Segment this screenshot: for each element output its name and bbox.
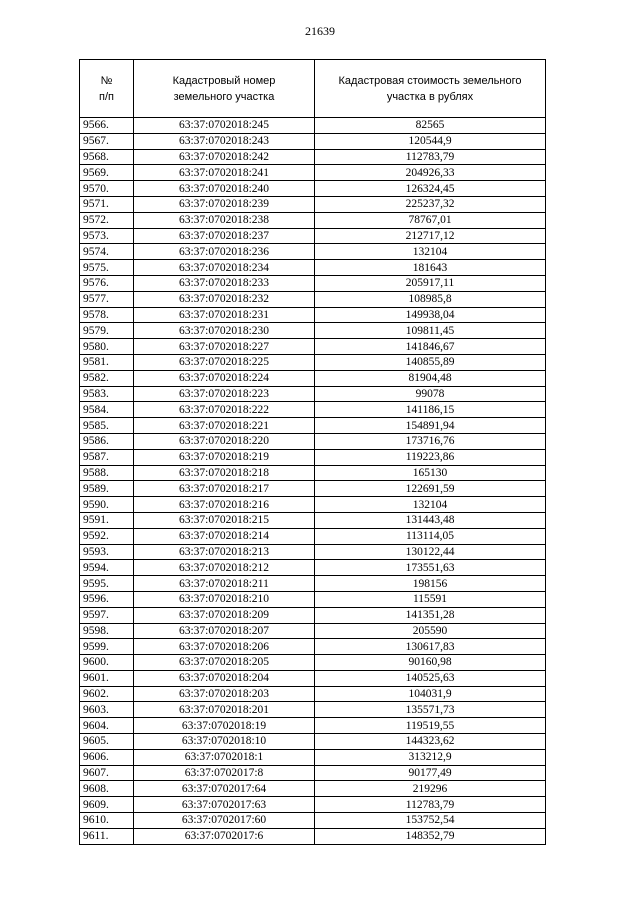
cadastral-value: 141186,15	[315, 402, 546, 418]
header-number-line1: №	[100, 74, 113, 87]
row-number: 9581.	[80, 354, 134, 370]
row-number: 9585.	[80, 418, 134, 434]
cadastral-value: 112783,79	[315, 797, 546, 813]
row-number: 9583.	[80, 386, 134, 402]
row-number: 9577.	[80, 291, 134, 307]
row-number: 9593.	[80, 544, 134, 560]
table-row	[80, 165, 546, 181]
row-number: 9570.	[80, 181, 134, 197]
cadastral-number: 63:37:0702018:236	[134, 244, 315, 260]
cadastral-value: 219296	[315, 781, 546, 797]
cadastral-value: 82565	[315, 118, 546, 134]
table-row	[80, 749, 546, 765]
table-row	[80, 118, 546, 134]
row-number: 9605.	[80, 734, 134, 750]
row-number: 9573.	[80, 228, 134, 244]
table-row	[80, 670, 546, 686]
cadastral-number: 63:37:0702018:233	[134, 275, 315, 291]
cadastral-value: 120544,9	[315, 133, 546, 149]
table-row	[80, 481, 546, 497]
cadastral-value: 173716,76	[315, 433, 546, 449]
cadastral-number: 63:37:0702018:210	[134, 591, 315, 607]
cadastral-value: 119223,86	[315, 449, 546, 465]
cadastral-number: 63:37:0702018:204	[134, 670, 315, 686]
row-number: 9592.	[80, 528, 134, 544]
table-row	[80, 512, 546, 528]
header-cadastral-number	[134, 60, 315, 118]
cadastral-number: 63:37:0702018:10	[134, 734, 315, 750]
table-row	[80, 607, 546, 623]
header-number-line2: п/п	[99, 90, 114, 103]
table-row	[80, 497, 546, 513]
cadastral-table	[79, 59, 546, 845]
table-row	[80, 307, 546, 323]
row-number: 9576.	[80, 275, 134, 291]
table-row	[80, 828, 546, 844]
table-row	[80, 228, 546, 244]
table-body	[80, 118, 546, 845]
cadastral-value: 90177,49	[315, 765, 546, 781]
row-number: 9569.	[80, 165, 134, 181]
cadastral-value: 131443,48	[315, 512, 546, 528]
cadastral-number: 63:37:0702018:217	[134, 481, 315, 497]
cadastral-value: 173551,63	[315, 560, 546, 576]
row-number: 9584.	[80, 402, 134, 418]
table-row	[80, 781, 546, 797]
table-row	[80, 813, 546, 829]
table-row	[80, 370, 546, 386]
cadastral-number: 63:37:0702018:205	[134, 655, 315, 671]
cadastral-value: 99078	[315, 386, 546, 402]
table-row	[80, 133, 546, 149]
cadastral-value: 132104	[315, 244, 546, 260]
cadastral-value: 141846,67	[315, 339, 546, 355]
cadastral-number: 63:37:0702018:201	[134, 702, 315, 718]
cadastral-number: 63:37:0702018:243	[134, 133, 315, 149]
table-row	[80, 260, 546, 276]
table-row	[80, 765, 546, 781]
cadastral-value: 104031,9	[315, 686, 546, 702]
cadastral-number: 63:37:0702018:209	[134, 607, 315, 623]
cadastral-value: 205917,11	[315, 275, 546, 291]
cadastral-number: 63:37:0702017:64	[134, 781, 315, 797]
cadastral-value: 115591	[315, 591, 546, 607]
table-row	[80, 149, 546, 165]
cadastral-value: 130122,44	[315, 544, 546, 560]
cadastral-value: 141351,28	[315, 607, 546, 623]
table-row	[80, 291, 546, 307]
row-number: 9574.	[80, 244, 134, 260]
table-row	[80, 591, 546, 607]
cadastral-number: 63:37:0702018:219	[134, 449, 315, 465]
cadastral-number: 63:37:0702018:207	[134, 623, 315, 639]
row-number: 9575.	[80, 260, 134, 276]
table-row	[80, 544, 546, 560]
row-number: 9594.	[80, 560, 134, 576]
cadastral-number: 63:37:0702017:6	[134, 828, 315, 844]
cadastral-value: 108985,8	[315, 291, 546, 307]
table-row	[80, 386, 546, 402]
table-row	[80, 402, 546, 418]
table-row	[80, 449, 546, 465]
row-number: 9582.	[80, 370, 134, 386]
row-number: 9568.	[80, 149, 134, 165]
cadastral-number: 63:37:0702018:223	[134, 386, 315, 402]
cadastral-value: 112783,79	[315, 149, 546, 165]
table-row	[80, 797, 546, 813]
row-number: 9595.	[80, 576, 134, 592]
row-number: 9598.	[80, 623, 134, 639]
cadastral-number: 63:37:0702018:215	[134, 512, 315, 528]
cadastral-number: 63:37:0702018:221	[134, 418, 315, 434]
cadastral-value: 90160,98	[315, 655, 546, 671]
table-row	[80, 212, 546, 228]
cadastral-number: 63:37:0702017:60	[134, 813, 315, 829]
header-cadastral-line1: Кадастровый номер	[172, 74, 276, 87]
row-number: 9604.	[80, 718, 134, 734]
cadastral-value: 212717,12	[315, 228, 546, 244]
table-row	[80, 702, 546, 718]
table-row	[80, 244, 546, 260]
cadastral-value: 140855,89	[315, 354, 546, 370]
row-number: 9601.	[80, 670, 134, 686]
header-number	[80, 60, 134, 118]
cadastral-value: 140525,63	[315, 670, 546, 686]
row-number: 9579.	[80, 323, 134, 339]
cadastral-number: 63:37:0702017:8	[134, 765, 315, 781]
cadastral-number: 63:37:0702018:214	[134, 528, 315, 544]
cadastral-value: 225237,32	[315, 196, 546, 212]
table-row	[80, 181, 546, 197]
row-number: 9599.	[80, 639, 134, 655]
table-row	[80, 275, 546, 291]
page-number: 21639	[305, 24, 335, 38]
cadastral-value: 148352,79	[315, 828, 546, 844]
cadastral-number: 63:37:0702018:238	[134, 212, 315, 228]
row-number: 9578.	[80, 307, 134, 323]
table-row	[80, 686, 546, 702]
cadastral-value: 165130	[315, 465, 546, 481]
cadastral-value: 132104	[315, 497, 546, 513]
cadastral-value: 149938,04	[315, 307, 546, 323]
cadastral-value: 130617,83	[315, 639, 546, 655]
cadastral-number: 63:37:0702018:213	[134, 544, 315, 560]
cadastral-value: 119519,55	[315, 718, 546, 734]
table-row	[80, 433, 546, 449]
table-row	[80, 734, 546, 750]
table-row	[80, 354, 546, 370]
cadastral-number: 63:37:0702018:206	[134, 639, 315, 655]
cadastral-number: 63:37:0702017:63	[134, 797, 315, 813]
row-number: 9602.	[80, 686, 134, 702]
cadastral-number: 63:37:0702018:225	[134, 354, 315, 370]
table-row	[80, 418, 546, 434]
cadastral-number: 63:37:0702018:216	[134, 497, 315, 513]
cadastral-number: 63:37:0702018:234	[134, 260, 315, 276]
row-number: 9609.	[80, 797, 134, 813]
cadastral-number: 63:37:0702018:230	[134, 323, 315, 339]
table-row	[80, 623, 546, 639]
row-number: 9580.	[80, 339, 134, 355]
cadastral-value: 198156	[315, 576, 546, 592]
row-number: 9596.	[80, 591, 134, 607]
cadastral-value: 126324,45	[315, 181, 546, 197]
table-header-row	[80, 60, 546, 118]
row-number: 9591.	[80, 512, 134, 528]
cadastral-number: 63:37:0702018:242	[134, 149, 315, 165]
row-number: 9608.	[80, 781, 134, 797]
cadastral-value: 78767,01	[315, 212, 546, 228]
header-value-line1: Кадастровая стоимость земельного	[338, 74, 522, 87]
cadastral-value: 144323,62	[315, 734, 546, 750]
table-row	[80, 655, 546, 671]
row-number: 9611.	[80, 828, 134, 844]
cadastral-value: 153752,54	[315, 813, 546, 829]
cadastral-number: 63:37:0702018:241	[134, 165, 315, 181]
cadastral-number: 63:37:0702018:222	[134, 402, 315, 418]
cadastral-number: 63:37:0702018:237	[134, 228, 315, 244]
cadastral-number: 63:37:0702018:232	[134, 291, 315, 307]
row-number: 9566.	[80, 118, 134, 134]
row-number: 9586.	[80, 433, 134, 449]
row-number: 9589.	[80, 481, 134, 497]
cadastral-value: 204926,33	[315, 165, 546, 181]
cadastral-number: 63:37:0702018:227	[134, 339, 315, 355]
row-number: 9607.	[80, 765, 134, 781]
table-row	[80, 465, 546, 481]
cadastral-number: 63:37:0702018:220	[134, 433, 315, 449]
cadastral-value: 154891,94	[315, 418, 546, 434]
header-value-line2: участка в рублях	[386, 90, 474, 103]
table-row	[80, 718, 546, 734]
table-row	[80, 323, 546, 339]
cadastral-value: 109811,45	[315, 323, 546, 339]
table-row	[80, 339, 546, 355]
cadastral-value: 81904,48	[315, 370, 546, 386]
cadastral-number: 63:37:0702018:231	[134, 307, 315, 323]
table-row	[80, 560, 546, 576]
cadastral-value: 113114,05	[315, 528, 546, 544]
header-cadastral-line2: земельного участка	[173, 90, 275, 103]
row-number: 9572.	[80, 212, 134, 228]
cadastral-value: 135571,73	[315, 702, 546, 718]
cadastral-number: 63:37:0702018:218	[134, 465, 315, 481]
cadastral-number: 63:37:0702018:240	[134, 181, 315, 197]
row-number: 9603.	[80, 702, 134, 718]
table-row	[80, 576, 546, 592]
table-row	[80, 639, 546, 655]
cadastral-number: 63:37:0702018:203	[134, 686, 315, 702]
row-number: 9567.	[80, 133, 134, 149]
cadastral-number: 63:37:0702018:245	[134, 118, 315, 134]
row-number: 9571.	[80, 196, 134, 212]
cadastral-value: 313212,9	[315, 749, 546, 765]
cadastral-number: 63:37:0702018:224	[134, 370, 315, 386]
row-number: 9590.	[80, 497, 134, 513]
cadastral-number: 63:37:0702018:19	[134, 718, 315, 734]
table-row	[80, 528, 546, 544]
row-number: 9587.	[80, 449, 134, 465]
row-number: 9588.	[80, 465, 134, 481]
row-number: 9610.	[80, 813, 134, 829]
header-cadastral-value	[315, 60, 546, 118]
row-number: 9606.	[80, 749, 134, 765]
cadastral-value: 205590	[315, 623, 546, 639]
table-row	[80, 196, 546, 212]
cadastral-value: 181643	[315, 260, 546, 276]
cadastral-value: 122691,59	[315, 481, 546, 497]
cadastral-number: 63:37:0702018:212	[134, 560, 315, 576]
cadastral-number: 63:37:0702018:211	[134, 576, 315, 592]
cadastral-number: 63:37:0702018:1	[134, 749, 315, 765]
cadastral-number: 63:37:0702018:239	[134, 196, 315, 212]
row-number: 9600.	[80, 655, 134, 671]
row-number: 9597.	[80, 607, 134, 623]
